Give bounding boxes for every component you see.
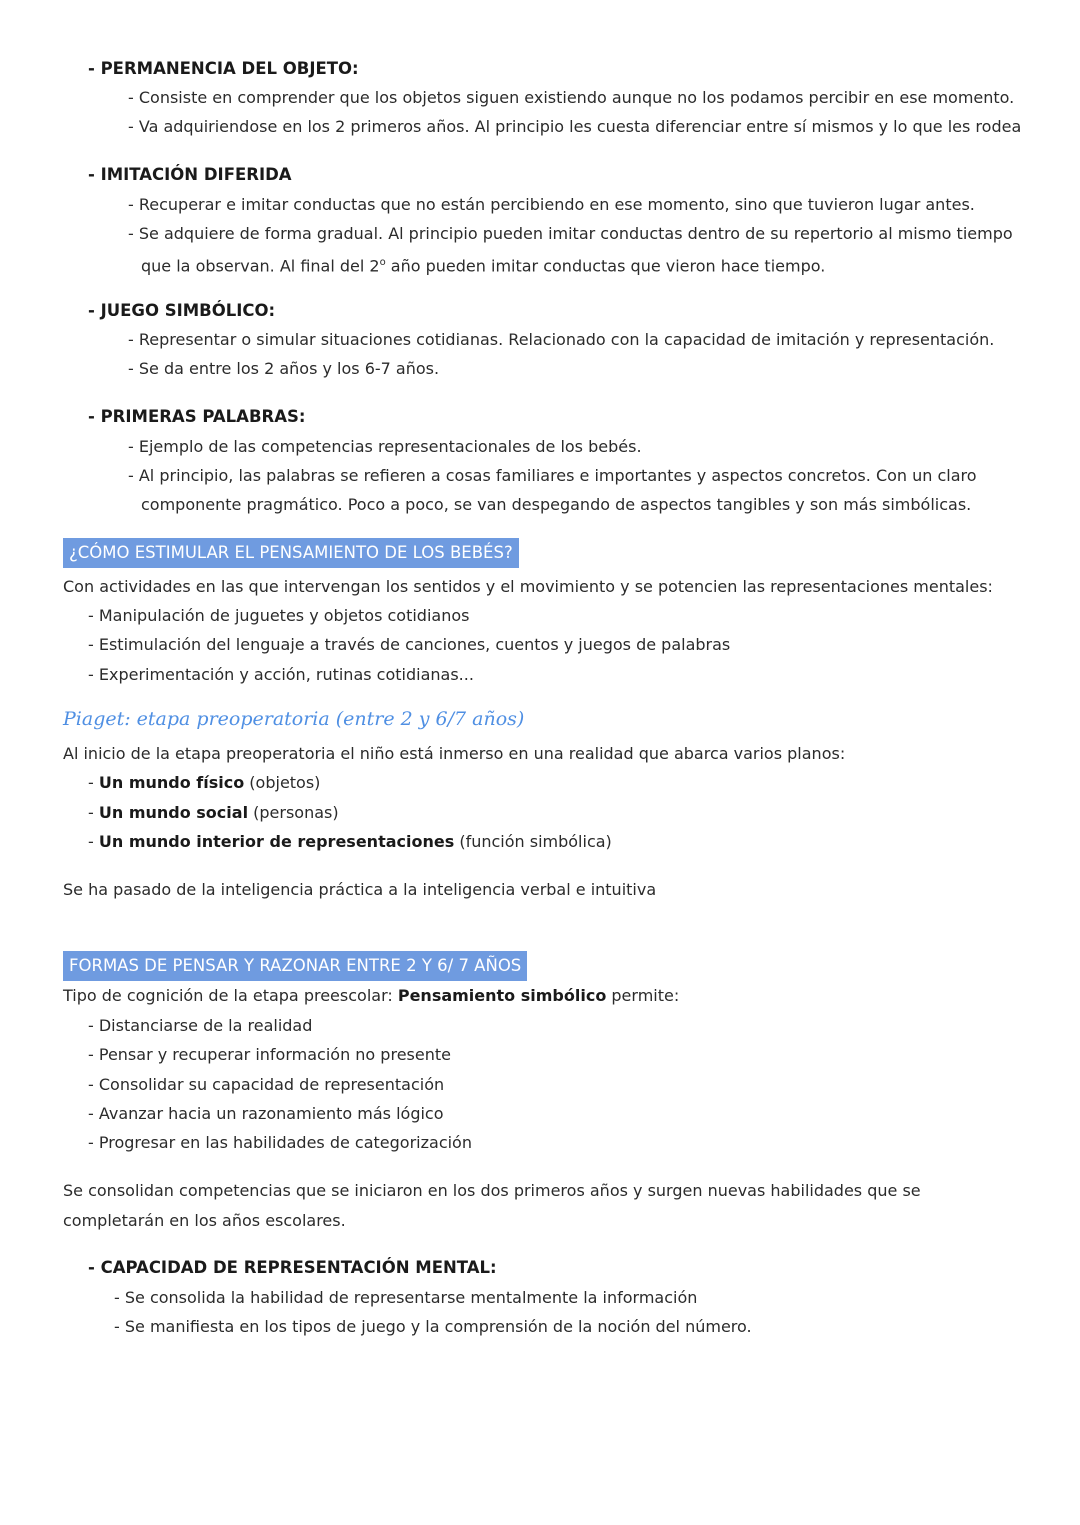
list-item: - Consolidar su capacidad de representación xyxy=(88,1075,445,1094)
bullet-juego-2: - Se da entre los 2 años y los 6-7 años. xyxy=(128,359,440,378)
section-title-palabras: - PRIMERAS PALABRAS: xyxy=(88,407,306,426)
list-item: - Experimentación y acción, rutinas cotidianas... xyxy=(88,665,474,684)
highlight-heading-estimular: ¿CÓMO ESTIMULAR EL PENSAMIENTO DE LOS BEBÉS? xyxy=(63,538,519,568)
section-title-capacidad: - CAPACIDAD DE REPRESENTACIÓN MENTAL: xyxy=(88,1258,497,1277)
section-title-juego: - JUEGO SIMBÓLICO: xyxy=(88,301,276,320)
highlight-heading-formas: FORMAS DE PENSAR Y RAZONAR ENTRE 2 Y 6/ 7 AÑOS xyxy=(63,951,527,981)
bullet-palabras-2-cont: componente pragmático. Poco a poco, se van despegando de aspectos tangibles y son más simbólicas. xyxy=(141,495,972,514)
list-item: - Un mundo interior de representaciones (función simbólica) xyxy=(88,832,612,851)
bullet-imitacion-1: - Recuperar e imitar conductas que no están percibiendo en ese momento, sino que tuvieron lugar antes. xyxy=(128,195,975,214)
bullet-capacidad-1: - Se consolida la habilidad de representarse mentalmente la información xyxy=(114,1288,698,1307)
section-title-imitacion: - IMITACIÓN DIFERIDA xyxy=(88,165,292,184)
bullet-permanencia-2: - Va adquiriendose en los 2 primeros años. Al principio les cuesta diferenciar entre sí mismos y lo que les rodea xyxy=(128,117,1022,136)
bullet-palabras-2: - Al principio, las palabras se refieren a cosas familiares e importantes y aspectos concretos. Con un claro xyxy=(128,466,977,485)
bullet-palabras-1: - Ejemplo de las competencias representacionales de los bebés. xyxy=(128,437,642,456)
list-item: - Un mundo social (personas) xyxy=(88,803,339,822)
formas-paragraph-line-2: completarán en los años escolares. xyxy=(63,1211,346,1230)
bullet-permanencia-1: - Consiste en comprender que los objetos siguen existiendo aunque no los podamos percibir en ese momento. xyxy=(128,88,1015,107)
bullet-capacidad-2: - Se manifiesta en los tipos de juego y la comprensión de la noción del número. xyxy=(114,1317,752,1336)
estimular-intro: Con actividades en las que intervengan los sentidos y el movimiento y se potencien las representaciones mentales: xyxy=(63,577,993,596)
list-item: - Progresar en las habilidades de categorización xyxy=(88,1133,472,1152)
list-item: - Pensar y recuperar información no presente xyxy=(88,1045,451,1064)
piaget-intro: Al inicio de la etapa preoperatoria el niño está inmerso en una realidad que abarca varios planos: xyxy=(63,744,846,763)
list-item: - Distanciarse de la realidad xyxy=(88,1016,313,1035)
list-item: - Estimulación del lenguaje a través de canciones, cuentos y juegos de palabras xyxy=(88,635,731,654)
list-item: - Un mundo físico (objetos) xyxy=(88,773,321,792)
piaget-summary: Se ha pasado de la inteligencia práctica a la inteligencia verbal e intuitiva xyxy=(63,880,657,899)
formas-paragraph-line-1: Se consolidan competencias que se iniciaron en los dos primeros años y surgen nuevas habilidades que se xyxy=(63,1181,921,1200)
bullet-juego-1: - Representar o simular situaciones cotidianas. Relacionado con la capacidad de imitación y representación. xyxy=(128,330,995,349)
list-item: - Manipulación de juguetes y objetos cotidianos xyxy=(88,606,470,625)
formas-intro: Tipo de cognición de la etapa preescolar: Pensamiento simbólico permite: xyxy=(63,986,680,1005)
section-title-permanencia: - PERMANENCIA DEL OBJETO: xyxy=(88,59,359,78)
bullet-imitacion-2-cont: que la observan. Al final del 2$^o$ año pueden imitar conductas que vieron hace tiempo. xyxy=(141,256,826,276)
handwritten-heading-piaget: Piaget: etapa preoperatoria (entre 2 y 6/7 años) xyxy=(63,708,525,730)
list-item: - Avanzar hacia un razonamiento más lógico xyxy=(88,1104,444,1123)
bullet-imitacion-2: - Se adquiere de forma gradual. Al principio pueden imitar conductas dentro de su repertorio al mismo tiempo xyxy=(128,224,1013,243)
